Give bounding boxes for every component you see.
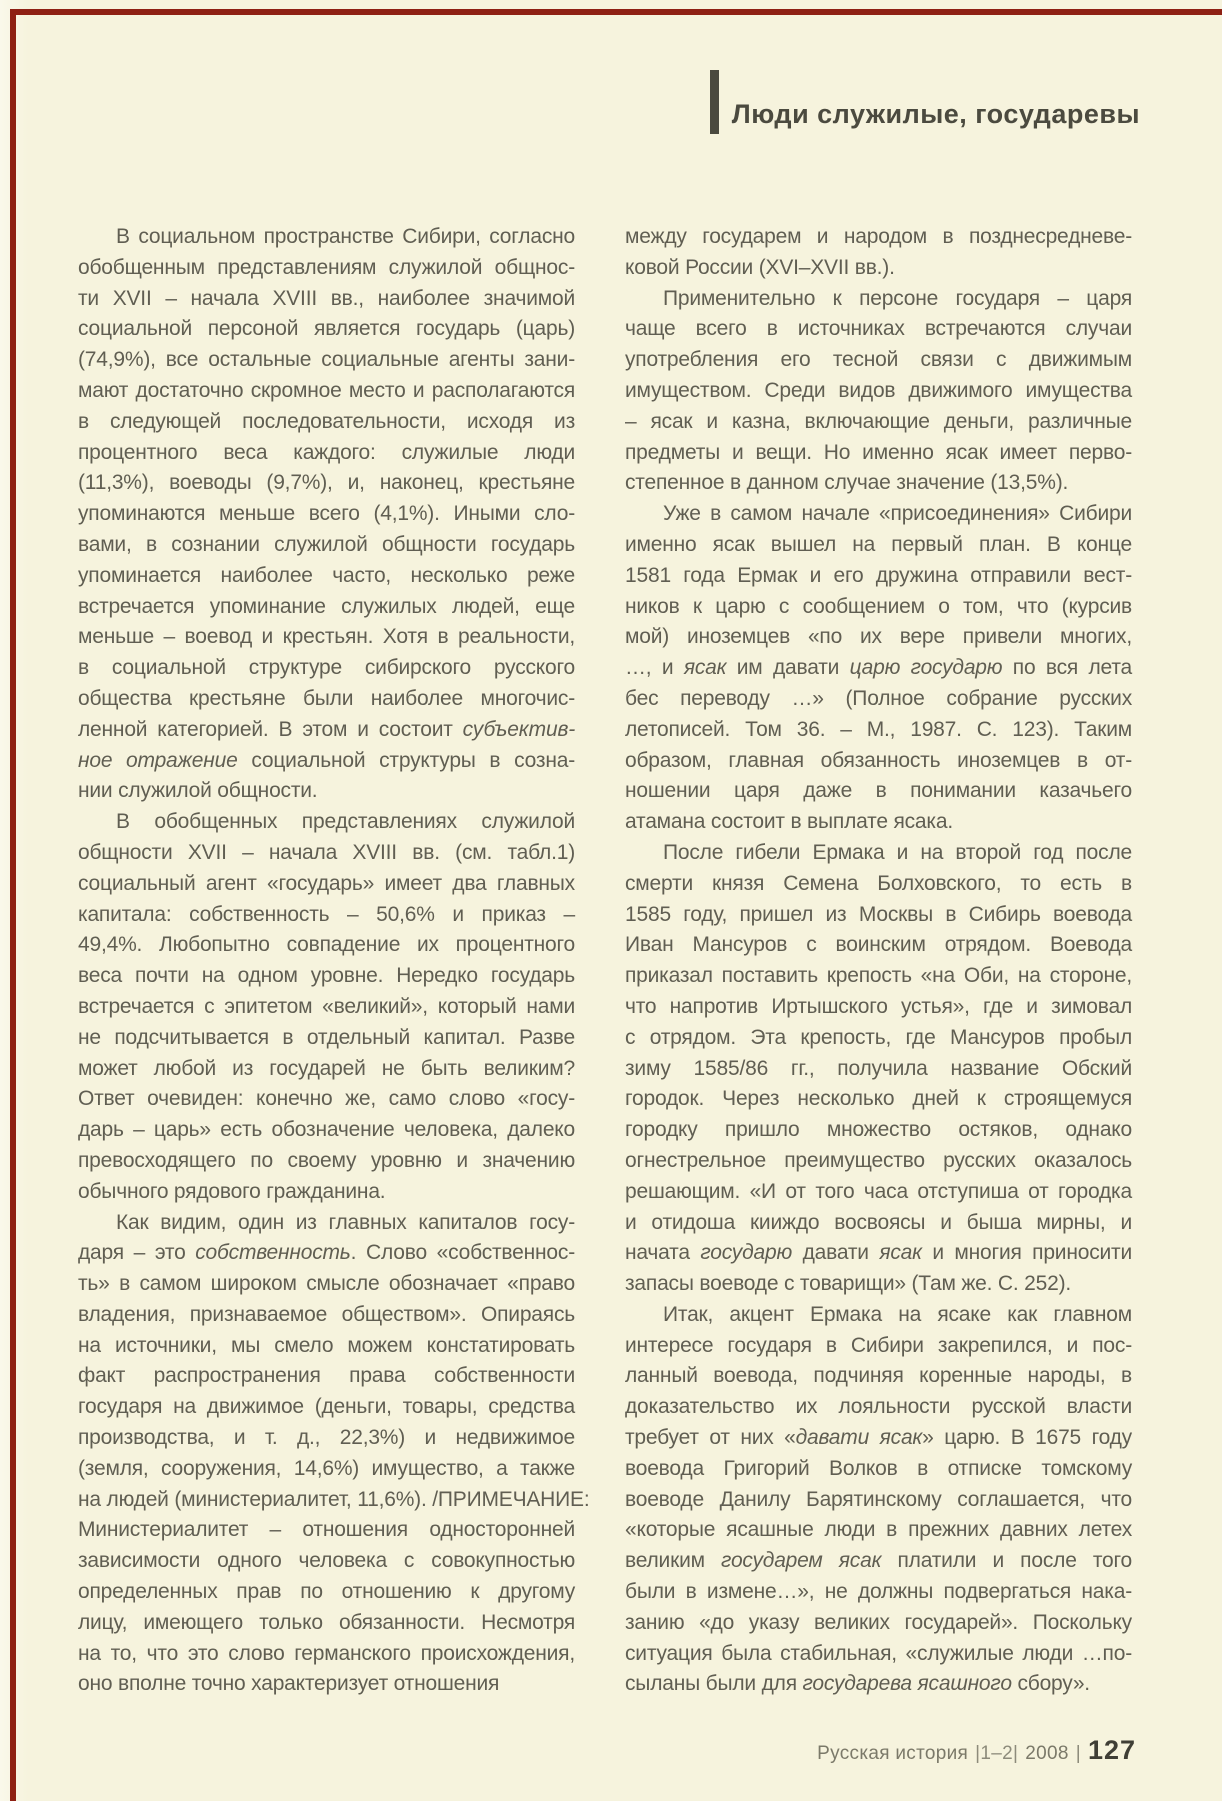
text-line [78,1054,575,1085]
text-run: и многия приносити [921,1241,1132,1265]
footer-year: 2008 [1025,1743,1069,1764]
text-run: степенное в данном случае значение (13,5%). [625,471,1069,495]
text-line [625,1238,1132,1269]
text-run: Иван Мансуров с воинским отрядом. Воевода [625,933,1132,957]
text-run: нии служилой общности. [78,779,318,803]
text-run: встречается с эпитетом «великий», который нами [78,994,575,1018]
text-line [625,1639,1132,1670]
text-line [78,1485,590,1516]
text-line [625,1423,1132,1454]
text-run: превосходящего по своему уровню и значению [78,1148,575,1172]
text-column-right [625,222,1132,1700]
text-line [78,869,575,900]
italic-text: государева ясашного [802,1672,1012,1696]
text-run: социальной персоной является государь (царь) [78,317,575,341]
text-line [78,1546,575,1577]
text-line [625,345,1132,376]
italic-text: давати ясак [795,1426,923,1450]
text-line [78,1392,575,1423]
text-run: предметы и вещи. Но именно ясак имеет перво- [625,440,1132,464]
text-line [625,1023,1132,1054]
text-line [78,961,575,992]
text-run: Министериалитет – отношения односторонней [78,1518,575,1542]
text-run: ношении царя даже в понимании казачьего [625,779,1132,803]
top-accent-rule [10,9,1222,15]
text-line [78,1423,575,1454]
paragraph [78,1208,590,1701]
text-run: лицу, имеющего только обязанности. Несмотря [78,1610,575,1634]
text-run: ников к царю с сообщением о том, что (курсив [625,594,1132,618]
text-line [625,407,1132,438]
header-vertical-bar-icon [710,70,719,134]
text-line [78,1361,575,1392]
text-run: 1581 года Ермак и его дружина отправили вест- [625,563,1132,587]
text-run: дарь – царь» есть обозначение человека, далеко [78,1118,575,1142]
text-run: решающим. «И от того часа отступиша от городка [625,1179,1132,1203]
text-run: встречается упоминание служилых людей, еще [78,594,575,618]
text-line [78,930,575,961]
text-run: факт распространения права собственности [78,1364,575,1388]
footer-issue: |1–2| [975,1743,1019,1764]
text-line [78,1084,575,1115]
text-line [78,776,575,807]
text-run: не подсчитывается в отдельный капитал. Разве [78,1025,575,1049]
text-line [625,284,1132,315]
text-line [625,1331,1132,1362]
text-run: В социальном пространстве Сибири, согласно [116,225,575,248]
text-run: по вся лета [1002,656,1132,680]
text-line [78,438,575,469]
italic-text: собственность [195,1241,351,1265]
text-run: платили и после того [881,1549,1132,1573]
text-line [625,1577,1132,1608]
text-line [625,530,1132,561]
text-line [625,1269,1132,1300]
text-line [78,1146,575,1177]
text-line [625,222,1132,253]
left-accent-rule [10,9,16,1801]
italic-text: ясак [683,656,727,680]
text-run: Итак, акцент Ермака на ясаке как главном [663,1302,1132,1326]
italic-text: государем ясак [721,1549,882,1573]
text-line [625,561,1132,592]
text-line [78,499,575,530]
text-line [78,284,575,315]
text-run: мой) иноземцев «по их вере привели многих, [625,625,1132,649]
text-run: в следующей последовательности, исходя из [78,409,575,433]
text-line [78,1269,575,1300]
text-run: требует от них « [625,1426,796,1450]
text-run: социальной структуры в созна- [237,748,575,772]
text-run: между государем и народом в позднесредневе- [625,225,1132,248]
text-run: 49,4%. Любопытно совпадение их процентного [78,933,575,957]
text-line [625,961,1132,992]
text-run: ковой России (XVI–XVII вв.). [625,255,895,279]
text-run: упоминается наиболее часто, несколько реже [78,563,575,587]
text-run: были в измене…», не должны подвергаться нака- [625,1580,1132,1604]
text-run: 1585 году, пришел из Москвы в Сибирь воевода [625,902,1132,926]
text-line [78,1515,575,1546]
text-run: что напротив Иртышского устья», где и зимовал [625,994,1132,1018]
text-line [78,1608,575,1639]
text-line [78,1023,575,1054]
paragraph [78,222,575,807]
text-column-left [78,222,590,1700]
text-run: ленной категорией. В этом и состоит [78,717,463,741]
text-run: вами, в сознании служилой общности государь [78,532,575,556]
text-line [78,1208,575,1239]
text-line [78,222,575,253]
text-line [625,776,1132,807]
text-line [625,468,1132,499]
text-run: (74,9%), все остальные социальные агенты зани- [78,348,575,372]
text-line [625,684,1132,715]
text-run: доказательство их лояльности русской власти [625,1395,1132,1419]
text-run: капитала: собственность – 50,6% и приказ – [78,902,575,926]
text-line [78,561,575,592]
text-line [78,1115,575,1146]
text-line [625,438,1132,469]
text-line [78,253,575,284]
text-line [78,592,575,623]
text-run: сыланы были для [625,1672,803,1696]
text-line [78,1331,575,1362]
text-line [78,838,575,869]
text-line [625,746,1132,777]
text-line [78,1238,575,1269]
text-run: именно ясак вышел на первый план. В конце [625,532,1132,556]
footer-separator: | [1075,1743,1081,1764]
text-run: чаще всего в источниках встречаются случаи [625,317,1132,341]
text-run: запасы воеводе с товарищи» (Там же. С. 252). [625,1272,1072,1296]
footer-page-number: 127 [1087,1735,1136,1765]
text-line [78,407,575,438]
text-line [78,807,575,838]
text-run: на людей (министериалитет, 11,6%). /ПРИМЕЧАНИЕ: [78,1487,590,1511]
text-run: (11,3%), воеводы (9,7%), и, наконец, крестьяне [78,471,575,495]
text-run: на то, что это слово германского происхождения, [78,1641,575,1665]
text-run: приказал поставить крепость «на Оби, на стороне, [625,964,1132,988]
text-run: городок. Через несколько дней к строящемуся [625,1087,1132,1111]
text-run: огнестрельное преимущество русских оказалось [625,1148,1132,1172]
text-line [625,1208,1132,1239]
text-run: на источники, мы смело можем констатировать [78,1333,575,1357]
text-line [625,900,1132,931]
text-run: Как видим, один из главных капиталов госу- [116,1210,575,1234]
paragraph [78,807,575,1207]
italic-text: субъектив- [462,717,575,741]
text-run: Применительно к персоне государя – царя [663,286,1132,310]
text-line [625,869,1132,900]
text-line [625,622,1132,653]
text-run: процентного веса каждого: служилые люди [78,440,575,464]
text-line [625,253,1132,284]
text-line [625,1300,1132,1331]
text-line [625,499,1132,530]
text-line [625,1454,1132,1485]
text-run: интересе государя в Сибири закрепился, и пос- [625,1333,1132,1357]
paragraph [625,838,1132,1300]
text-run: общества крестьяне были наиболее многочис- [78,686,575,710]
text-run: зависимости одного человека с совокупностью [78,1549,575,1573]
text-run: В обобщенных представлениях служилой [116,810,575,834]
text-line [625,715,1132,746]
text-line [625,1361,1132,1392]
text-run: даря – это [78,1241,196,1265]
text-run: мают достаточно скромное место и располагаются [78,378,575,402]
text-line [625,1146,1132,1177]
text-run: атамана состоит в выплате ясака. [625,810,953,834]
text-line [625,1115,1132,1146]
text-run: занию «до указу великих государей». Поскольку [625,1610,1132,1634]
text-line [625,1669,1132,1700]
page-header [710,70,1140,134]
paragraph [625,1300,1132,1700]
text-run: обычного рядового гражданина. [78,1179,386,1203]
text-run: смерти князя Семена Болховского, то есть в [625,871,1132,895]
text-line [78,345,575,376]
text-line [625,1515,1132,1546]
text-line [78,530,575,561]
text-line [78,1639,575,1670]
text-line [625,1054,1132,1085]
text-line [78,684,575,715]
text-line [78,622,575,653]
text-line [78,376,575,407]
text-line [78,992,575,1023]
text-run: определенных прав по отношению к другому [78,1580,575,1604]
footer-journal-name: Русская история [817,1743,969,1764]
text-line [78,314,575,345]
text-run: им давати [726,656,850,680]
text-run: летописей. Том 36. – М., 1987. С. 123). Таким [625,717,1132,741]
text-run: начата [625,1241,701,1265]
text-run: . Слово «собственнос- [350,1241,575,1265]
text-run: меньше – воевод и крестьян. Хотя в реальности, [78,625,575,649]
text-run: ланный воевода, подчиняя коренные народы, в [625,1364,1132,1388]
text-run: образом, главная обязанность иноземцев в от- [625,748,1132,772]
page-header-title: Люди служилые, государевы [731,99,1140,129]
text-line [625,992,1132,1023]
text-line [625,838,1132,869]
paragraph [625,499,1132,838]
text-line [625,592,1132,623]
text-line [78,746,575,777]
text-run: и отидоша кииждо восвоясы и быша мирны, и [625,1210,1132,1234]
text-line [78,1177,575,1208]
text-line [78,715,575,746]
text-line [78,653,575,684]
italic-text: ясак [879,1241,922,1265]
text-run: употребления его тесной связи с движимым [625,348,1132,372]
text-run: давати [792,1241,880,1265]
text-run: имуществом. Среди видов движимого имущества [625,378,1132,402]
text-run: воевода Григорий Волков в отписке томскому [625,1456,1132,1480]
text-line [625,930,1132,961]
text-line [78,900,575,931]
text-run: великим [625,1549,722,1573]
text-run: владения, признаваемое обществом». Опираясь [78,1302,575,1326]
text-line [625,376,1132,407]
text-run: ти XVII – начала XVIII вв., наиболее значимой [78,286,575,310]
text-run: веса почти на одном уровне. Нередко государь [78,964,575,988]
text-run: государя на движимое (деньги, товары, средства [78,1395,575,1419]
text-run: в социальной структуре сибирского русского [78,656,575,680]
text-run: может любой из государей не быть великим? [78,1056,575,1080]
text-run: городку пришло множество остяков, однако [625,1118,1132,1142]
text-line [625,1177,1132,1208]
text-line [625,314,1132,345]
text-line [78,468,575,499]
text-line [78,1669,575,1700]
page-footer [817,1735,1136,1766]
text-run: зиму 1585/86 гг., получила название Обский [625,1056,1132,1080]
text-run: упоминаются меньше всего (4,1%). Иными сло- [78,502,575,526]
text-run: После гибели Ермака и на второй год после [663,840,1132,864]
italic-text: государю [700,1241,793,1265]
text-run: с отрядом. Эта крепость, где Мансуров пробыл [625,1025,1132,1049]
text-run: ситуация была стабильная, «служилые люди …по- [625,1641,1132,1665]
text-run: сбору». [1011,1672,1090,1696]
text-run: Уже в самом начале «присоединения» Сибири [663,502,1132,526]
text-line [625,1608,1132,1639]
text-run: – ясак и казна, включающие деньги, различные [625,409,1132,433]
text-line [78,1454,575,1485]
text-line [78,1577,575,1608]
text-run: бес переводу …» (Полное собрание русских [625,686,1132,710]
text-line [78,1300,575,1331]
text-line [625,1485,1132,1516]
text-run: воеводе Данилу Барятинскому соглашается, что [625,1487,1132,1511]
text-run: «которые ясашные люди в прежних давних летех [625,1518,1132,1542]
text-run: ть» в самом широком смысле обозначает «право [78,1272,575,1296]
italic-text: ное отражение [78,748,238,772]
text-run: (земля, сооружения, 14,6%) имущество, а также [78,1456,575,1480]
text-run: производства, и т. д., 22,3%) и недвижимое [78,1426,575,1450]
paragraph [625,222,1132,284]
text-line [625,1392,1132,1423]
text-run: оно вполне точно характеризует отношения [78,1672,500,1696]
text-line [625,807,1132,838]
text-line [625,1084,1132,1115]
italic-text: царю государю [849,656,1003,680]
text-run: общности XVII – начала XVIII вв. (см. табл.1) [78,840,575,864]
text-run: » царю. В 1675 году [922,1426,1132,1450]
text-run: Ответ очевиден: конечно же, само слово «госу- [78,1087,575,1111]
text-run: …, и [625,656,684,680]
text-line [625,653,1132,684]
text-run: социальный агент «государь» имеет два главных [78,871,575,895]
text-run: обобщенным представлениям служилой общнос- [78,255,575,279]
text-line [625,1546,1132,1577]
paragraph [625,284,1132,500]
